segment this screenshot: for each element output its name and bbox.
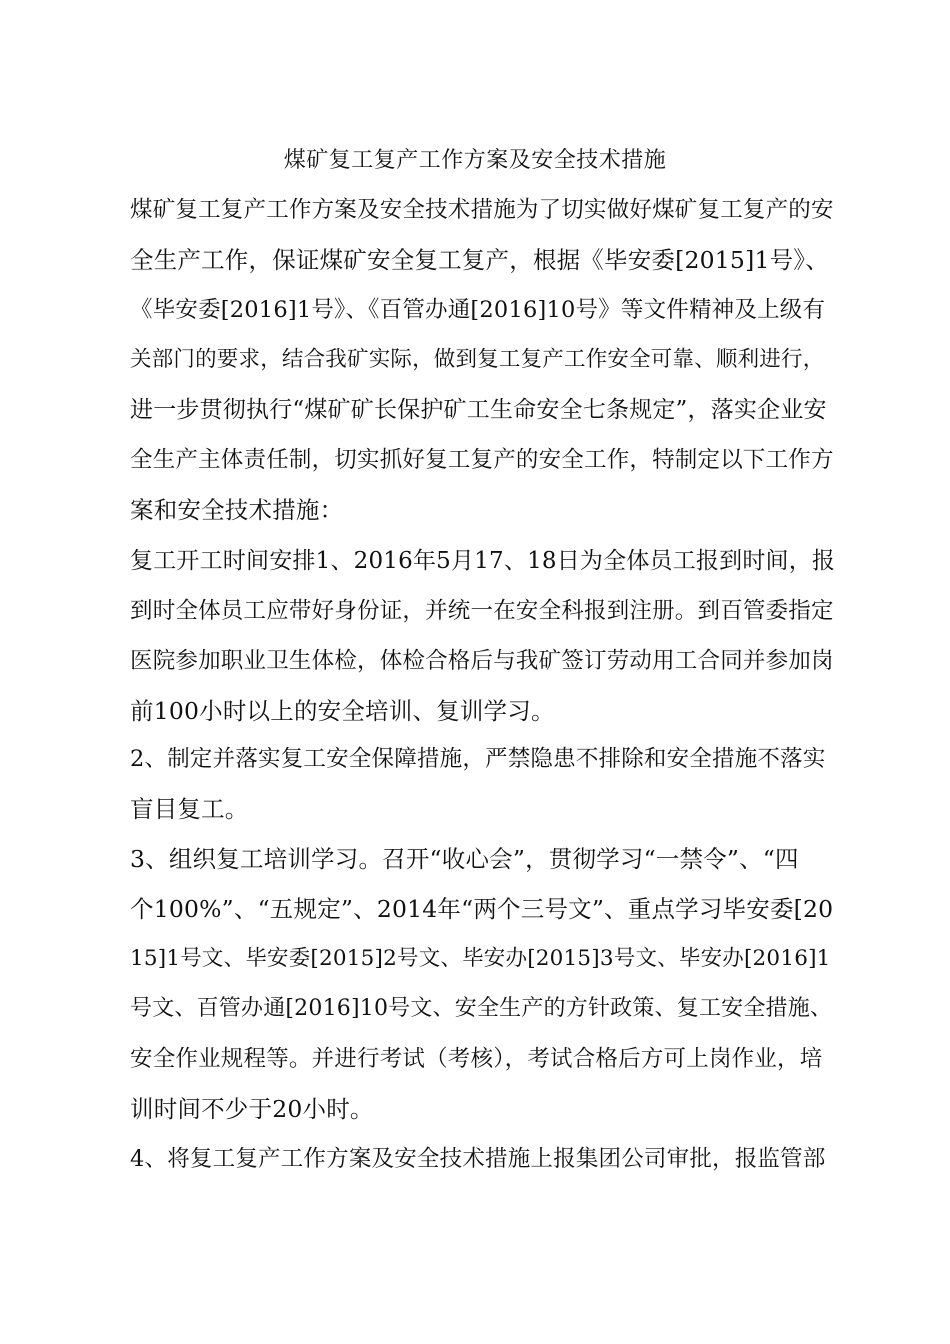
paragraph-line: 复工开工时间安排1、2016年5月17、18日为全体员工报到时间，报: [130, 548, 836, 574]
paragraph-line: 进一步贯彻执行“煤矿矿长保护矿工生命安全七条规定”，落实企业安: [130, 397, 827, 423]
paragraph-line: 全生产主体责任制，切实抓好复工复产的安全工作，特制定以下工作方: [130, 447, 834, 473]
paragraph-line: 前100小时以上的安全培训、复训学习。: [130, 697, 555, 725]
paragraph-line: 盲目复工。: [130, 795, 249, 823]
paragraph-line: 15]1号文、毕安委[2015]2号文、毕安办[2015]3号文、毕安办[2016]1: [130, 946, 831, 971]
paragraph-line: 《毕安委[2016]1号》、《百管办通[2016]10号》等文件精神及上级有: [130, 297, 826, 323]
paragraph-line: 安全作业规程等。并进行考试（考核），考试合格后方可上岗作业，培: [130, 1046, 823, 1072]
paragraph-line: 4、将复工复产工作方案及安全技术措施上报集团公司审批，报监管部: [130, 1146, 826, 1172]
paragraph-line: 2、制定并落实复工安全保障措施，严禁隐患不排除和安全措施不落实: [130, 746, 826, 772]
paragraph-line: 全生产工作，保证煤矿安全复工复产，根据《毕安委[2015]1号》、: [130, 246, 829, 274]
paragraph-line: 关部门的要求，结合我矿实际，做到复工复产工作安全可靠、顺利进行，: [130, 347, 825, 372]
paragraph-line: 案和安全技术措施：: [130, 496, 344, 524]
paragraph-line: 医院参加职业卫生体检，体检合格后与我矿签订劳动用工合同并参加岗: [130, 648, 834, 674]
paragraph-line: 3、组织复工培训学习。召开“收心会”，贯彻学习“一禁令”、“四: [130, 845, 799, 873]
paragraph-line: 到时全体员工应带好身份证，并统一在安全科报到注册。到百管委指定: [130, 598, 834, 624]
paragraph-line: 号文、百管办通[2016]10号文、安全生产的方针政策、复工安全措施、: [130, 996, 833, 1021]
document-title: 煤矿复工复产工作方案及安全技术措施: [283, 148, 667, 173]
paragraph-line: 煤矿复工复产工作方案及安全技术措施为了切实做好煤矿复工复产的安: [130, 197, 834, 223]
paragraph-line: 训时间不少于20小时。: [130, 1095, 374, 1123]
paragraph-line: 个100%”、“五规定”、2014年“两个三号文”、重点学习毕安委[20: [130, 895, 834, 923]
